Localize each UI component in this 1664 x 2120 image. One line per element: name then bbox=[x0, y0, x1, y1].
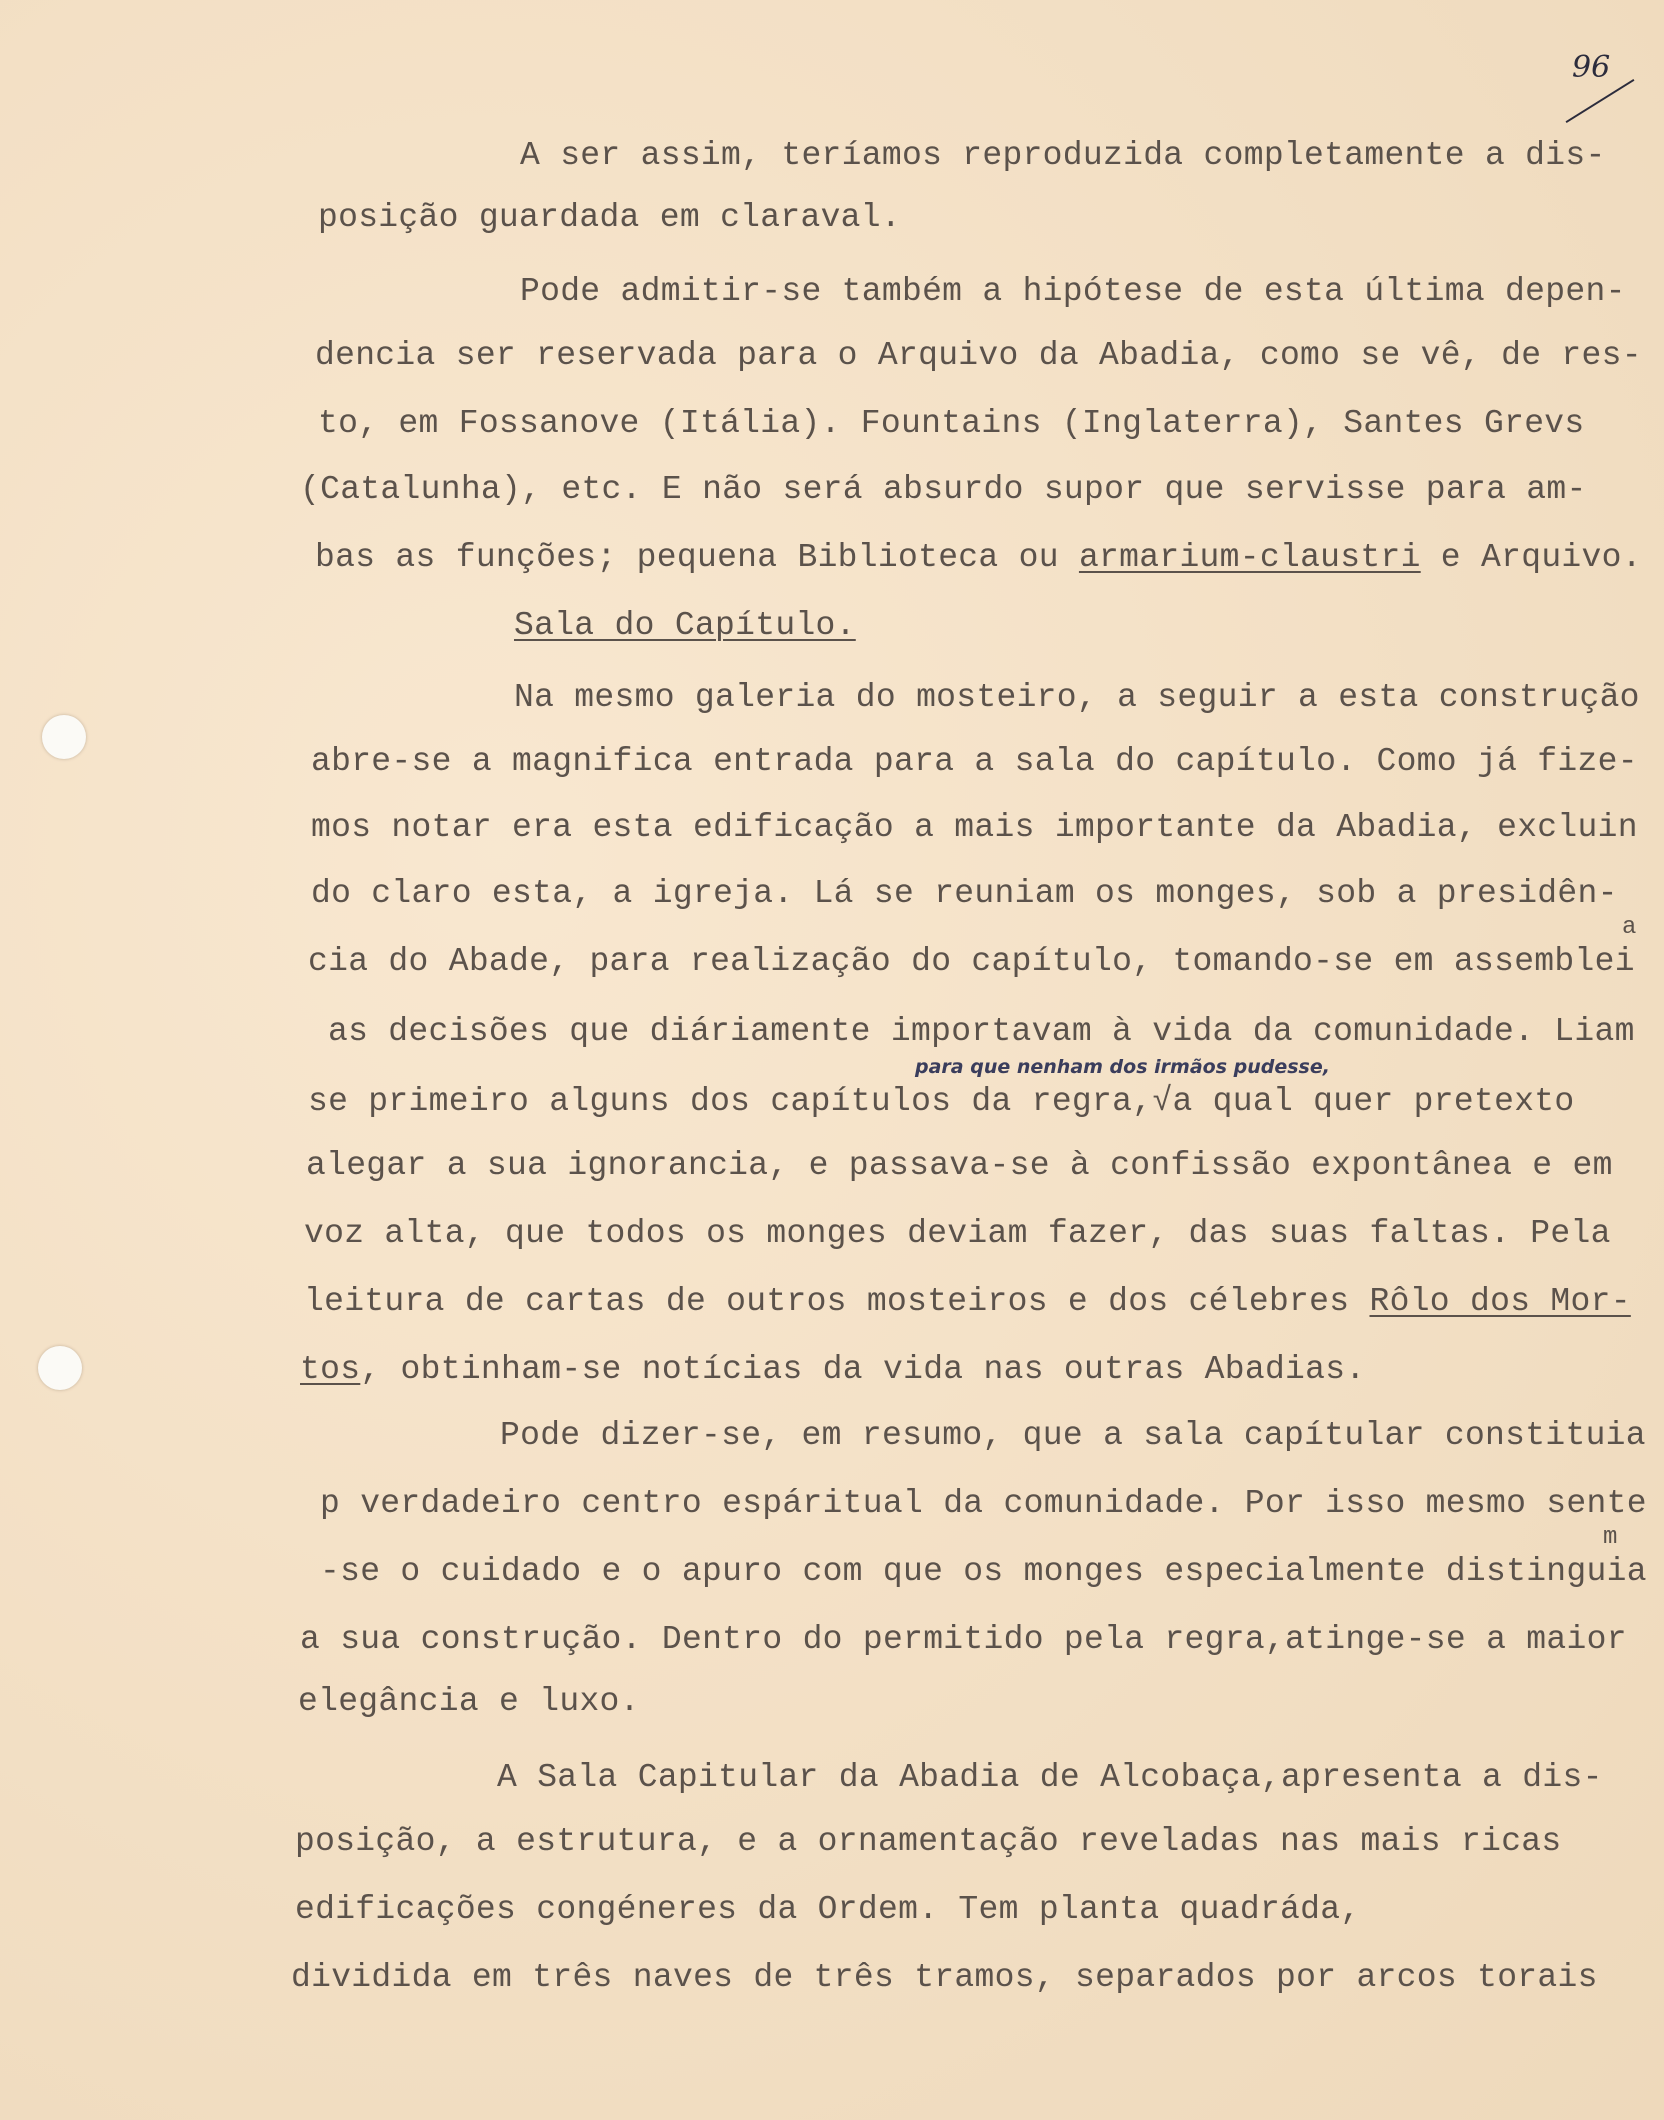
text-segment: e Arquivo. bbox=[1420, 539, 1642, 576]
text-line: A Sala Capitular da Abadia de Alcobaça,apresenta a dis- bbox=[497, 1759, 1603, 1796]
text-line: A ser assim, teríamos reproduzida completamente a dis- bbox=[520, 137, 1606, 174]
text-line: edificações congéneres da Ordem. Tem planta quadráda, bbox=[295, 1891, 1361, 1928]
punch-hole bbox=[38, 1346, 82, 1390]
text-line: alegar a sua ignorancia, e passava-se à confissão expontânea e em bbox=[306, 1147, 1613, 1184]
superscript-correction-a: a bbox=[1622, 914, 1637, 941]
underlined-text: Rôlo dos Mor- bbox=[1369, 1283, 1631, 1320]
text-line: posição guardada em claraval. bbox=[318, 199, 901, 236]
text-line bbox=[300, 1350, 1365, 1390]
text-line bbox=[315, 538, 1642, 578]
page-number-stroke bbox=[1566, 79, 1635, 123]
text-line bbox=[514, 606, 856, 646]
text-segment: , obtinham-se notícias da vida nas outras Abadias. bbox=[360, 1351, 1366, 1388]
superscript-correction-m: m bbox=[1603, 1524, 1618, 1551]
text-line: abre-se a magnifica entrada para a sala do capítulo. Como já fize- bbox=[311, 743, 1638, 780]
text-line: se primeiro alguns dos capítulos da regra,√a qual quer pretexto bbox=[308, 1083, 1575, 1120]
text-line: -se o cuidado e o apuro com que os monges especialmente distinguia bbox=[320, 1553, 1647, 1590]
text-segment: bas as funções; pequena Biblioteca ou bbox=[315, 539, 1079, 576]
text-line: Na mesmo galeria do mosteiro, a seguir a esta construção bbox=[514, 679, 1640, 716]
text-line: voz alta, que todos os monges deviam fazer, das suas faltas. Pela bbox=[304, 1215, 1611, 1252]
text-line: mos notar era esta edificação a mais importante da Abadia, excluin bbox=[311, 809, 1638, 846]
text-line: p verdadeiro centro espáritual da comunidade. Por isso mesmo sente bbox=[320, 1485, 1647, 1522]
underlined-text: Sala do Capítulo. bbox=[514, 607, 856, 644]
underlined-text: tos bbox=[300, 1351, 361, 1388]
text-line: as decisões que diáriamente importavam à vida da comunidade. Liam bbox=[328, 1013, 1635, 1050]
page-number: 96 bbox=[1572, 50, 1611, 85]
text-line: Pode dizer-se, em resumo, que a sala capítular constituia bbox=[500, 1417, 1646, 1454]
text-line: cia do Abade, para realização do capítulo, tomando-se em assemblei bbox=[308, 943, 1635, 980]
text-line bbox=[304, 1282, 1631, 1322]
text-line: dencia ser reservada para o Arquivo da Abadia, como se vê, de res- bbox=[315, 337, 1642, 374]
text-line: a sua construção. Dentro do permitido pela regra,atinge-se a maior bbox=[300, 1621, 1627, 1658]
text-line: elegância e luxo. bbox=[298, 1683, 640, 1720]
text-line: do claro esta, a igreja. Lá se reuniam os monges, sob a presidên- bbox=[311, 875, 1618, 912]
text-line: (Catalunha), etc. E não será absurdo supor que servisse para am- bbox=[300, 471, 1587, 508]
text-segment: leitura de cartas de outros mosteiros e dos célebres bbox=[304, 1283, 1370, 1320]
text-line: to, em Fossanove (Itália). Fountains (Inglaterra), Santes Grevs bbox=[318, 405, 1585, 442]
handwritten-insertion: para que nenham dos irmãos pudesse, bbox=[915, 1056, 1330, 1078]
text-line: Pode admitir-se também a hipótese de esta última depen- bbox=[520, 273, 1626, 310]
text-line: dividida em três naves de três tramos, separados por arcos torais bbox=[291, 1959, 1598, 1996]
punch-hole bbox=[42, 715, 86, 759]
text-line: posição, a estrutura, e a ornamentação reveladas nas mais ricas bbox=[295, 1823, 1562, 1860]
underlined-text: armarium-claustri bbox=[1078, 539, 1421, 576]
